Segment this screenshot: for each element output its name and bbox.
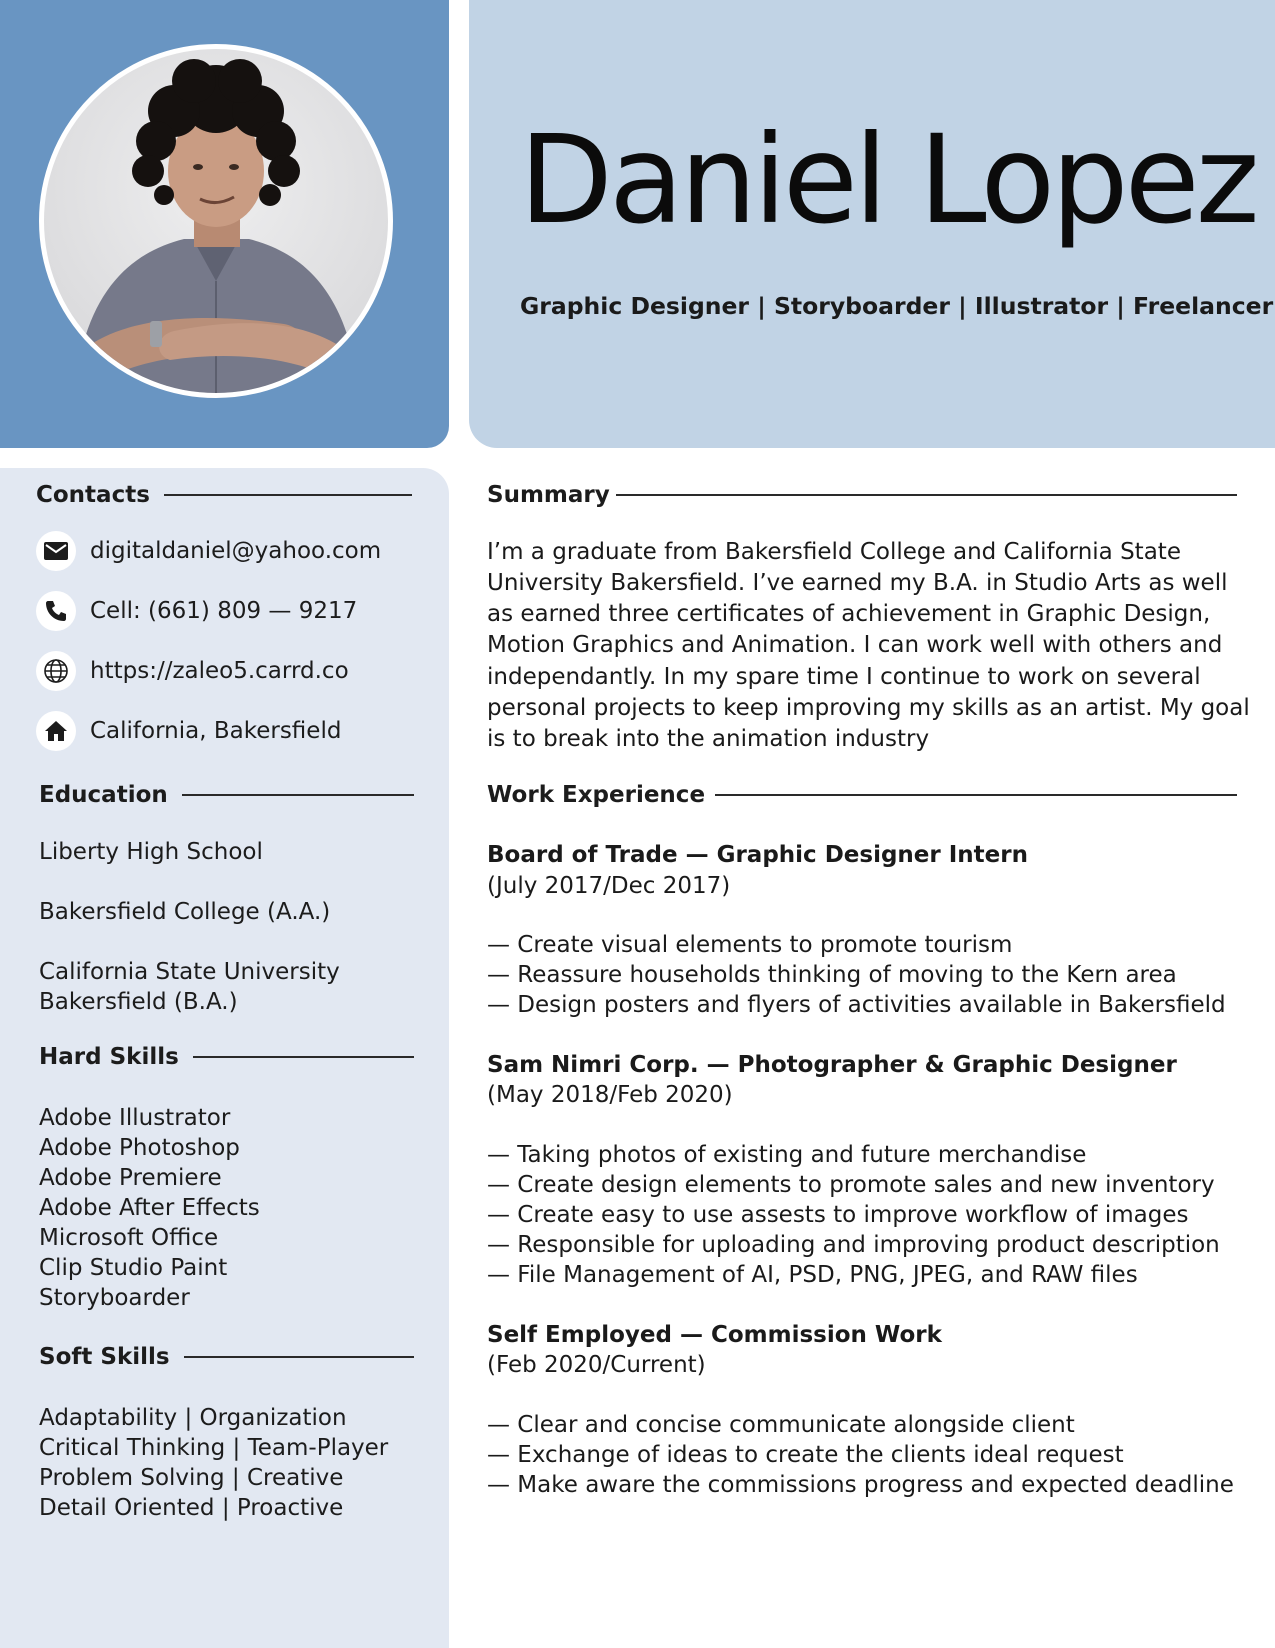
hard-skills-heading-label: Hard Skills xyxy=(39,1044,179,1070)
phone-icon xyxy=(36,591,76,631)
job-bullet: — Responsible for uploading and improving product description xyxy=(487,1232,1220,1258)
education-divider xyxy=(182,794,414,796)
contact-phone-text: Cell: (661) 809 — 9217 xyxy=(90,598,358,624)
home-icon xyxy=(36,711,76,751)
contact-website[interactable] xyxy=(36,651,349,691)
education-item: California State University xyxy=(39,959,340,985)
education-item: Liberty High School xyxy=(39,839,263,865)
contact-location xyxy=(36,711,341,751)
job-title: Sam Nimri Corp. — Photographer & Graphic Designer xyxy=(487,1052,1177,1078)
summary-heading xyxy=(487,482,1237,508)
job-bullet: — Clear and concise communicate alongside client xyxy=(487,1412,1075,1438)
soft-skills-heading xyxy=(39,1344,414,1370)
job-bullet: — Design posters and flyers of activities available in Bakersfield xyxy=(487,992,1226,1018)
profile-photo xyxy=(39,44,393,398)
soft-skills-heading-label: Soft Skills xyxy=(39,1344,170,1370)
summary-heading-label: Summary xyxy=(487,482,610,508)
globe-icon xyxy=(36,651,76,691)
hard-skill-item: Microsoft Office xyxy=(39,1225,219,1251)
education-item: Bakersfield College (A.A.) xyxy=(39,899,331,925)
hard-skills-divider xyxy=(193,1056,414,1058)
education-heading xyxy=(39,782,414,808)
job-bullet: — Reassure households thinking of moving to the Kern area xyxy=(487,962,1177,988)
summary-line: as earned three certificates of achievement in Graphic Design, xyxy=(487,601,1211,627)
job-dates: (Feb 2020/Current) xyxy=(487,1352,706,1378)
contact-location-text: California, Bakersfield xyxy=(90,718,342,744)
hard-skill-item: Adobe After Effects xyxy=(39,1195,260,1221)
contacts-heading-label: Contacts xyxy=(36,482,150,508)
job-bullet: — File Management of AI, PSD, PNG, JPEG, and RAW files xyxy=(487,1262,1138,1288)
education-item: Bakersfield (B.A.) xyxy=(39,989,238,1015)
contact-email[interactable] xyxy=(36,531,381,571)
contacts-divider xyxy=(164,494,412,496)
job-bullet: — Make aware the commissions progress and expected deadline xyxy=(487,1472,1234,1498)
candidate-name: Daniel Lopez xyxy=(519,109,1256,251)
summary-line: is to break into the animation industry xyxy=(487,726,930,752)
education-heading-label: Education xyxy=(39,782,168,808)
contact-website-text: https://zaleo5.carrd.co xyxy=(90,658,349,684)
job-bullet: — Create easy to use assests to improve workflow of images xyxy=(487,1202,1189,1228)
soft-skill-item: Detail Oriented | Proactive xyxy=(39,1495,344,1521)
summary-divider xyxy=(616,494,1237,496)
email-icon xyxy=(36,531,76,571)
job-dates: (July 2017/Dec 2017) xyxy=(487,873,731,899)
contact-phone[interactable] xyxy=(36,591,357,631)
job-bullet: — Create design elements to promote sales and new inventory xyxy=(487,1172,1215,1198)
contact-email-text: digitaldaniel@yahoo.com xyxy=(90,538,382,564)
job-title: Board of Trade — Graphic Designer Intern xyxy=(487,842,1028,868)
work-experience-divider xyxy=(715,794,1237,796)
hard-skill-item: Adobe Photoshop xyxy=(39,1135,240,1161)
summary-line: Motion Graphics and Animation. I can work well with others and xyxy=(487,632,1223,658)
summary-line: I’m a graduate from Bakersfield College and California State xyxy=(487,539,1181,565)
hard-skill-item: Adobe Premiere xyxy=(39,1165,222,1191)
profile-photo-illustration xyxy=(44,49,388,393)
job-tagline: Graphic Designer | Storyboarder | Illustrator | Freelancer xyxy=(520,292,1274,320)
contacts-heading xyxy=(36,482,412,508)
job-dates: (May 2018/Feb 2020) xyxy=(487,1082,733,1108)
hard-skill-item: Adobe Illustrator xyxy=(39,1105,231,1131)
header-panel xyxy=(469,0,1275,448)
job-bullet: — Taking photos of existing and future merchandise xyxy=(487,1142,1087,1168)
soft-skill-item: Problem Solving | Creative xyxy=(39,1465,344,1491)
summary-line: independantly. In my spare time I continue to work on several xyxy=(487,664,1201,690)
work-experience-heading xyxy=(487,782,1237,808)
photo-panel xyxy=(0,0,449,448)
hard-skill-item: Storyboarder xyxy=(39,1285,190,1311)
work-experience-heading-label: Work Experience xyxy=(487,782,706,808)
job-bullet: — Exchange of ideas to create the clients ideal request xyxy=(487,1442,1124,1468)
soft-skill-item: Adaptability | Organization xyxy=(39,1405,347,1431)
job-title: Self Employed — Commission Work xyxy=(487,1322,942,1348)
summary-line: personal projects to keep improving my skills as an artist. My goal xyxy=(487,695,1250,721)
summary-line: University Bakersfield. I’ve earned my B.A. in Studio Arts as well xyxy=(487,570,1228,596)
soft-skill-item: Critical Thinking | Team-Player xyxy=(39,1435,389,1461)
hard-skill-item: Clip Studio Paint xyxy=(39,1255,228,1281)
job-bullet: — Create visual elements to promote tourism xyxy=(487,932,1013,958)
hard-skills-heading xyxy=(39,1044,414,1070)
soft-skills-divider xyxy=(184,1356,414,1358)
